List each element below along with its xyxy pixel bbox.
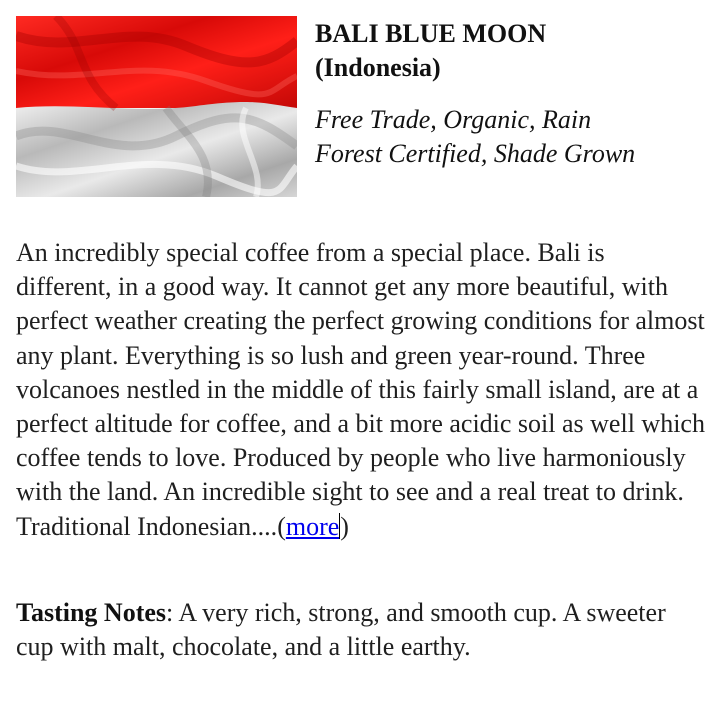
- indonesia-flag-icon: [16, 16, 297, 197]
- tasting-notes-separator: :: [166, 598, 174, 627]
- more-open-paren: (: [277, 511, 286, 541]
- product-description: [16, 236, 706, 544]
- certifications-line-1: Free Trade, Organic, Rain: [315, 105, 592, 134]
- description-text: An incredibly special coffee from a special place. Bali is different, in a good way. It cannot get any more beautiful, with perfect weather creating the perfect growing conditions for almost any plant. Everything is so lush and green year-round. Three volcanoes nestled in the middle of this fairly small island, are at a perfect altitude for coffee, and a bit more acidic soil as well which coffee tends to love. Produced by people who live harmoniously with the land. An incredible sight to see and a real treat to drink. Traditional Indonesian....: [16, 238, 705, 541]
- tasting-notes-text: A very rich, strong, and smooth cup. A sweeter cup with malt, chocolate, and a little earthy.: [16, 598, 666, 662]
- product-title-name: BALI BLUE MOON: [315, 19, 547, 48]
- certifications-line-2: Forest Certified, Shade Grown: [315, 139, 636, 168]
- more-close-paren: ): [340, 511, 349, 541]
- tasting-notes: [16, 596, 706, 664]
- product-title-origin: (Indonesia): [315, 53, 441, 82]
- more-link[interactable]: more: [285, 511, 340, 541]
- tasting-notes-label: Tasting Notes: [16, 598, 167, 627]
- product-title: [315, 17, 705, 85]
- product-certifications: [315, 103, 710, 171]
